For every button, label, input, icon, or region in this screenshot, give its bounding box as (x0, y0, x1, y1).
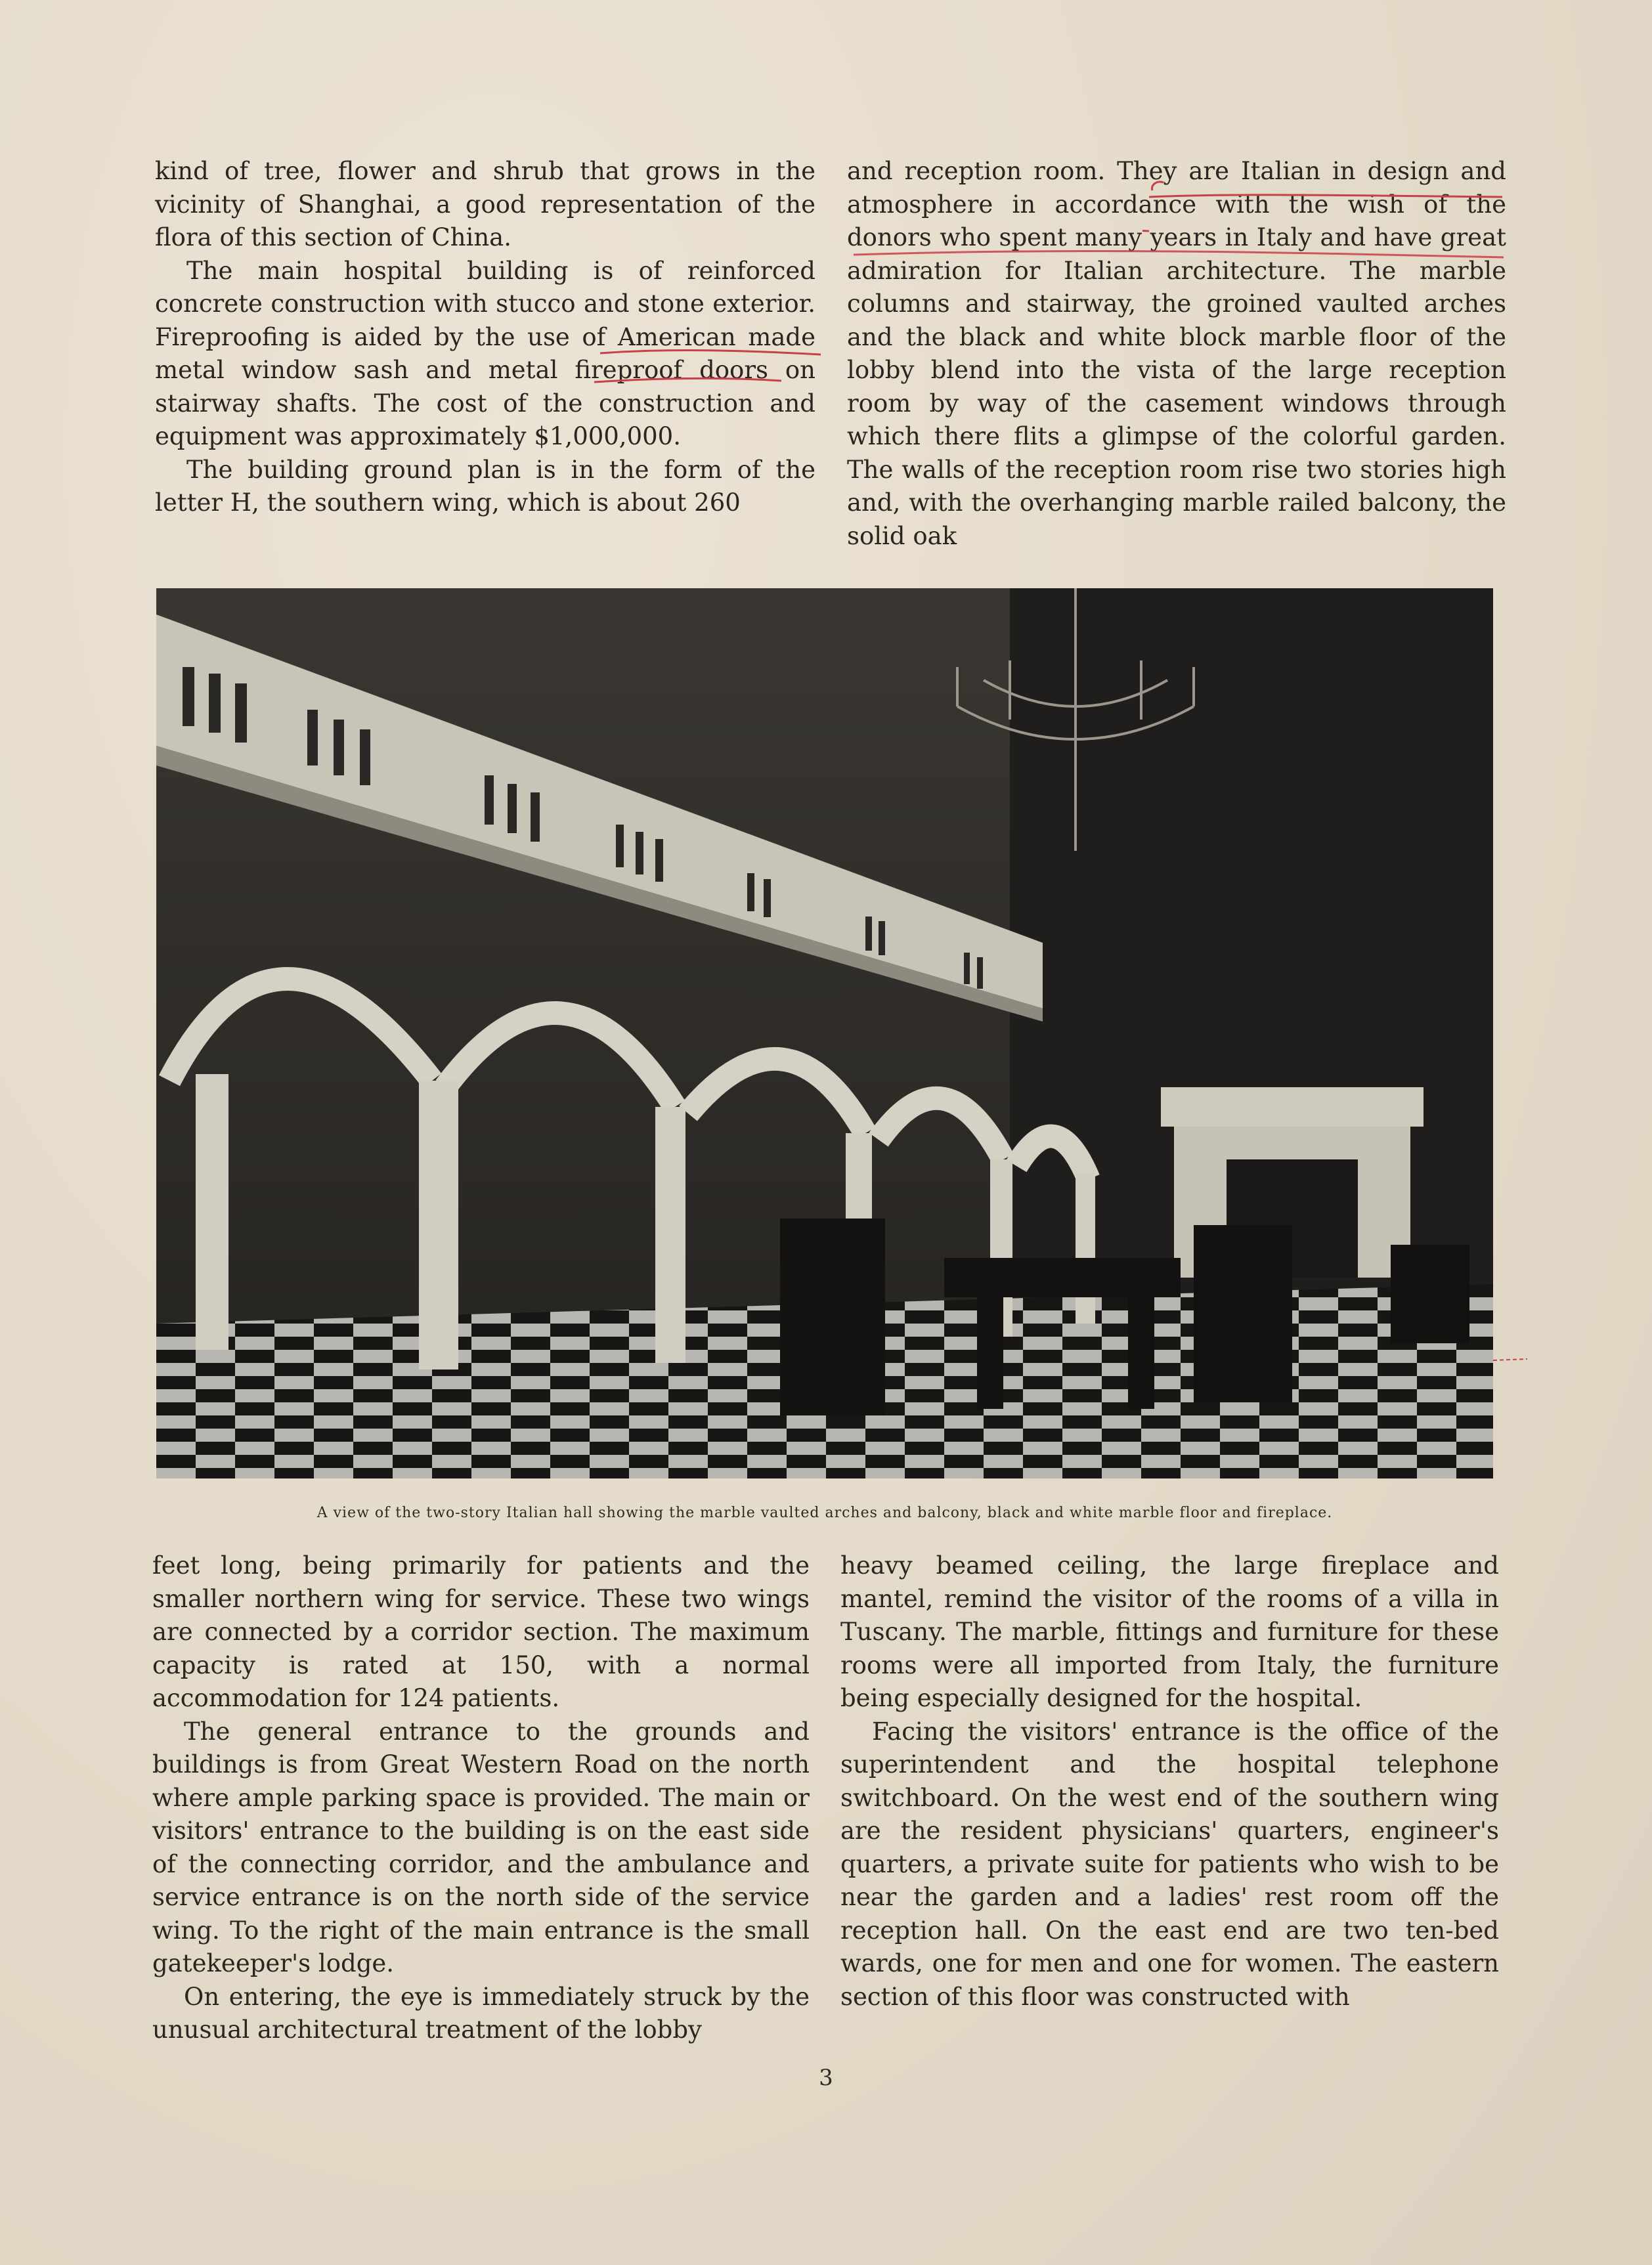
red-stray-mark (1490, 1352, 1530, 1366)
italian-hall-illustration (156, 588, 1493, 1478)
paragraph: The main hospital building is of reinforced concrete construction with stucco and stone exterior. Fireproofing is aided by the use of American made metal window sash and metal fireproof doors on stairway shafts. The cost of the construction and equipment was approximately $1,000,000. (155, 256, 815, 450)
text-column-bottom-left (152, 1549, 810, 2047)
text-column-bottom-right (840, 1549, 1499, 2014)
paragraph: On entering, the eye is immediately struck by the unusual architectural treatment of the lobby (152, 1982, 810, 2044)
paragraph: kind of tree, flower and shrub that grows in the vicinity of Shanghai, a good representation of the flora of this section of China. (155, 157, 815, 251)
photo-caption: A view of the two-story Italian hall showing the marble vaulted arches and balcony, black and white marble floor and fireplace. (316, 1505, 1333, 1521)
paragraph: The building ground plan is in the form of the letter H, the southern wing, which is about 260 (155, 455, 815, 517)
page-number: 3 (819, 2065, 833, 2091)
text-column-top-left (155, 155, 815, 520)
paragraph: heavy beamed ceiling, the large fireplace and mantel, remind the visitor of the rooms of a villa in Tuscany. The marble, fittings and furniture for these rooms were all imported from Italy, the furniture being especially designed for the hospital. (840, 1551, 1499, 1712)
paragraph: feet long, being primarily for patients and the smaller northern wing for service. These two wings are connected by a corridor section. The maximum capacity is rated at 150, with a normal accommodation for 124 patients. (152, 1551, 810, 1712)
text-column-top-right (847, 155, 1506, 553)
paragraph: Facing the visitors' entrance is the office of the superintendent and the hospital telephone switchboard. On the west end of the southern wing are the resident physicians' quarters, engineer's quarters, a private suite for patients who wish to be near the garden and a ladies' rest room off the reception hall. On the east end are two ten-bed wards, one for men and one for women. The eastern section of this floor was constructed with (840, 1717, 1499, 2011)
paragraph: The general entrance to the grounds and buildings is from Great Western Road on the north where ample parking space is provided. The main or visitors' entrance to the building is on the east side of the connecting corridor, and the ambulance and service entrance is on the north side of the service wing. To the right of the main entrance is the small gatekeeper's lodge. (152, 1717, 810, 1977)
italian-hall-photo (156, 588, 1493, 1478)
paragraph: and reception room. They are Italian in design and atmosphere in accordance with the wish of the donors who spent many years in Italy and have great admiration for Italian architecture. The marble columns and stairway, the groined vaulted arches and the black and white block marble floor of the lobby blend into the vista of the large reception room by way of the casement windows through which there flits a glimpse of the colorful garden. The walls of the reception room rise two stories high and, with the overhanging marble railed balcony, the solid oak (847, 157, 1506, 550)
